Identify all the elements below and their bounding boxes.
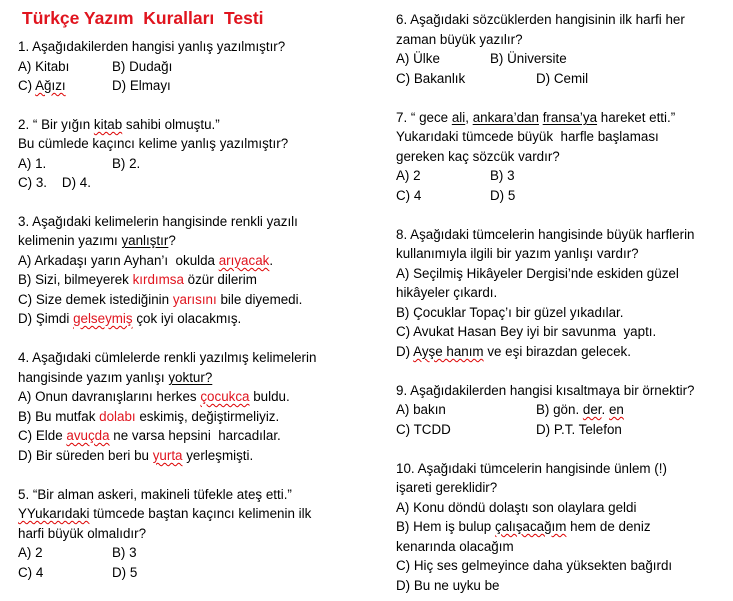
text-fragment: C): [18, 78, 36, 93]
highlighted-word: Ağızı: [35, 78, 66, 93]
text-fragment: zaman büyük yazılır?: [396, 32, 523, 47]
text-fragment: özür dilerim: [183, 272, 257, 287]
question-line: [18, 116, 220, 134]
highlighted-word: gelseymiş: [73, 311, 133, 326]
answer-option: [490, 187, 515, 205]
text-fragment: 3. Aşağıdaki kelimelerin hangisinde renkli yazılı: [18, 214, 298, 229]
question-line: [18, 271, 257, 289]
highlighted-word: ali: [451, 110, 466, 125]
text-fragment: B) gön.: [536, 402, 583, 417]
question-line: [18, 408, 279, 426]
text-fragment: C) Elde: [18, 428, 67, 443]
question-line: [18, 544, 43, 562]
text-fragment: D) 5: [490, 188, 516, 203]
highlighted-word: arıyacak: [218, 253, 270, 268]
text-fragment: C) Size demek istediğinin: [18, 292, 173, 307]
question-line: [18, 505, 311, 523]
text-fragment: ,: [465, 110, 473, 125]
text-fragment: C) 4: [18, 565, 44, 580]
text-fragment: B) Sizi, bilmeyerek: [18, 272, 133, 287]
question-line: [396, 284, 497, 302]
question-line: [18, 38, 285, 56]
highlighted-word: çalışacağım: [494, 519, 567, 534]
question-line: [396, 226, 695, 244]
highlighted-word: avuçda: [66, 428, 110, 443]
text-fragment: C) Hiç ses gelmeyince daha yüksekten bağırdı: [396, 558, 673, 573]
question-line: [18, 58, 69, 76]
text-fragment: B) Bu mutfak: [18, 409, 100, 424]
highlighted-word: ankara’dan: [472, 110, 539, 125]
question-line: [18, 155, 46, 173]
question-line: [18, 77, 66, 95]
text-fragment: A) Kitabı: [18, 59, 70, 74]
question-line: [396, 31, 523, 49]
text-fragment: işareti gereklidir?: [396, 480, 498, 495]
question-line: [396, 577, 499, 595]
text-fragment: A) Ülke: [396, 51, 440, 66]
highlighted-word: kitab: [93, 117, 123, 132]
text-fragment: D) Elmayı: [112, 78, 171, 93]
question-line: [18, 349, 316, 367]
text-fragment: C) 4: [396, 188, 422, 203]
text-fragment: D) Bir süreden beri bu: [18, 448, 153, 463]
answer-option: [112, 564, 137, 582]
question-line: [396, 557, 672, 575]
text-fragment: hareket etti.”: [597, 110, 676, 125]
question-line: [18, 310, 241, 328]
highlighted-word: kırdımsa: [132, 272, 184, 287]
text-fragment: 9. Aşağıdakilerden hangisi kısaltmaya bir örnektir?: [396, 383, 695, 398]
question-line: [396, 460, 667, 478]
text-fragment: A) 2: [396, 168, 421, 183]
question-line: [396, 265, 679, 283]
answer-option: [536, 401, 624, 419]
text-fragment: A) Onun davranışlarını herkes: [18, 389, 201, 404]
question-line: [18, 486, 292, 504]
answer-option: [112, 155, 140, 173]
question-line: [396, 518, 651, 536]
question-line: [396, 187, 421, 205]
text-fragment: 6. Aşağıdaki sözcüklerden hangisinin ilk harfi her: [396, 12, 685, 27]
text-fragment: A) 2: [18, 545, 43, 560]
text-fragment: kelimenin yazımı: [18, 233, 122, 248]
question-line: [396, 70, 465, 88]
question-line: [18, 369, 212, 387]
highlighted-word: dolabı: [99, 409, 136, 424]
question-line: [18, 291, 302, 309]
text-fragment: hem de deniz: [566, 519, 651, 534]
answer-option: [112, 58, 172, 76]
text-fragment: ?: [168, 233, 176, 248]
answer-option: [536, 70, 588, 88]
text-fragment: çok iyi olacakmış.: [132, 311, 242, 326]
question-line: [396, 401, 446, 419]
answer-option: [112, 77, 171, 95]
highlighted-word: Ayşe hanım: [413, 344, 484, 359]
question-line: [396, 304, 624, 322]
text-fragment: D) P.T. Telefon: [536, 422, 622, 437]
question-line: [18, 174, 91, 192]
text-fragment: B) 3: [112, 545, 137, 560]
answer-option: [490, 167, 515, 185]
text-fragment: C) 3. D) 4.: [18, 175, 91, 190]
text-fragment: A) Arkadaşı yarın Ayhan’ı okulda: [18, 253, 219, 268]
question-line: [396, 538, 514, 556]
question-line: [18, 213, 298, 231]
question-line: [18, 447, 253, 465]
text-fragment: buldu.: [249, 389, 290, 404]
text-fragment: A) bakın: [396, 402, 446, 417]
question-line: [396, 128, 659, 146]
text-fragment: B) 3: [490, 168, 515, 183]
highlighted-word: YYukarıdaki: [18, 506, 90, 521]
text-fragment: ve eşi birazdan gelecek.: [483, 344, 631, 359]
text-fragment: B) 2.: [112, 156, 141, 171]
question-line: [18, 388, 290, 406]
question-line: [18, 252, 273, 270]
highlighted-word: çocukca: [200, 389, 250, 404]
text-fragment: A) Konu döndü dolaştı son olaylara geldi: [396, 500, 637, 515]
text-fragment: bile diyemedi.: [216, 292, 303, 307]
text-fragment: D): [396, 344, 414, 359]
question-line: [396, 499, 636, 517]
answer-option: [490, 50, 567, 68]
highlighted-word: yurta: [152, 448, 183, 463]
text-fragment: kullanımıyla ilgili bir yazım yanlışı vardır?: [396, 246, 639, 261]
question-line: [18, 232, 176, 250]
highlighted-word: en: [608, 402, 624, 417]
question-line: [396, 323, 656, 341]
text-fragment: hangisinde yazım yanlışı: [18, 370, 169, 385]
text-fragment: 5. “Bir alman askeri, makineli tüfekle ateş etti.”: [18, 487, 292, 502]
text-fragment: sahibi olmuştu.”: [122, 117, 220, 132]
text-fragment: B) Çocuklar Topaç’ı bir güzel yıkadılar.: [396, 305, 624, 320]
text-fragment: gereken kaç sözcük vardır?: [396, 149, 560, 164]
highlighted-word: yarısını: [172, 292, 217, 307]
answer-option: [536, 421, 622, 439]
question-line: [396, 245, 639, 263]
text-fragment: C) Bakanlık: [396, 71, 466, 86]
text-fragment: 4. Aşağıdaki cümlelerde renkli yazılmış kelimelerin: [18, 350, 317, 365]
question-line: [396, 11, 685, 29]
text-fragment: D) Cemil: [536, 71, 589, 86]
text-fragment: D) Şimdi: [18, 311, 74, 326]
text-fragment: B) Dudağı: [112, 59, 173, 74]
text-fragment: hikâyeler çıkardı.: [396, 285, 498, 300]
question-line: [396, 167, 421, 185]
text-fragment: B) Hem iş bulup: [396, 519, 495, 534]
text-fragment: .: [269, 253, 274, 268]
text-fragment: 1. Aşağıdakilerden hangisi yanlış yazılmıştır?: [18, 39, 286, 54]
text-fragment: 7. “ gece: [396, 110, 452, 125]
text-fragment: .: [601, 402, 609, 417]
text-fragment: yerleşmişti.: [182, 448, 254, 463]
text-fragment: Yukarıdaki tümcede büyük harfle başlaması: [396, 129, 659, 144]
text-fragment: kenarında olacağım: [396, 539, 514, 554]
question-line: [18, 525, 146, 543]
highlighted-word: yoktur?: [168, 370, 213, 385]
text-fragment: 10. Aşağıdaki tümcelerin hangisinde ünlem (!): [396, 461, 667, 476]
highlighted-word: fransa’ya: [542, 110, 598, 125]
text-fragment: 8. Aşağıdaki tümcelerin hangisinde büyük harflerin: [396, 227, 695, 242]
text-fragment: D) Bu ne uyku be: [396, 578, 500, 593]
text-fragment: ne varsa hepsini harcadılar.: [109, 428, 281, 443]
highlighted-word: yanlıştır: [121, 233, 169, 248]
text-fragment: A) 1.: [18, 156, 47, 171]
question-line: [18, 564, 43, 582]
question-line: [396, 382, 694, 400]
question-line: [396, 50, 440, 68]
text-fragment: A) Seçilmiş Hikâyeler Dergisi’nde eskiden güzel: [396, 266, 679, 281]
question-line: [18, 135, 288, 153]
highlighted-word: der: [582, 402, 602, 417]
test-title: Türkçe Yazım Kuralları Testi: [22, 8, 264, 28]
text-fragment: 2. “ Bir yığın: [18, 117, 94, 132]
question-line: [396, 109, 675, 127]
question-line: [396, 479, 497, 497]
text-fragment: Bu cümlede kaçıncı kelime yanlış yazılmıştır?: [18, 136, 289, 151]
text-fragment: tümcede baştan kaçıncı kelimenin ilk: [89, 506, 312, 521]
question-line: [396, 148, 560, 166]
question-line: [18, 427, 281, 445]
text-fragment: B) Üniversite: [490, 51, 567, 66]
text-fragment: C) Avukat Hasan Bey iyi bir savunma yaptı.: [396, 324, 657, 339]
question-line: [396, 421, 451, 439]
text-fragment: D) 5: [112, 565, 138, 580]
text-fragment: eskimiş, değiştirmeliyiz.: [135, 409, 280, 424]
answer-option: [112, 544, 137, 562]
text-fragment: C) TCDD: [396, 422, 451, 437]
question-line: [396, 343, 631, 361]
text-fragment: harfi büyük olmalıdır?: [18, 526, 147, 541]
